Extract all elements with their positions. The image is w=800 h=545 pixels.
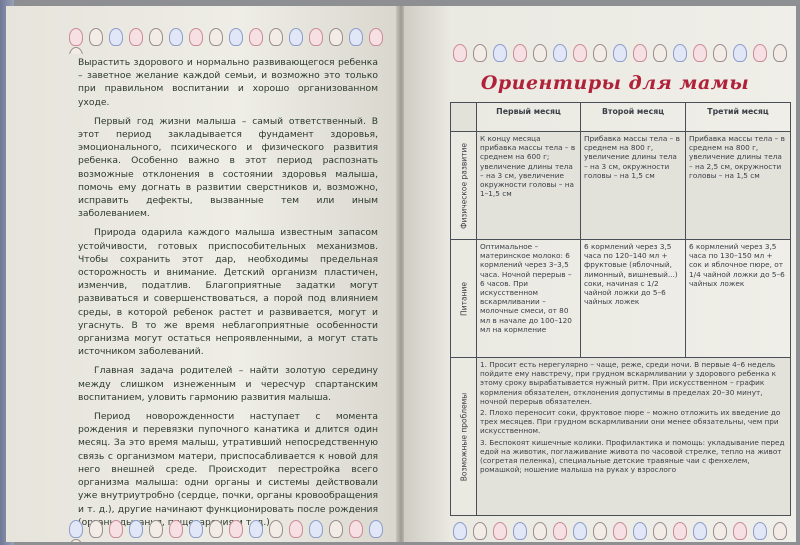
header-corner xyxy=(451,103,477,132)
right-page xyxy=(404,6,796,542)
paragraph: Вырастить здорового и нормально развивающегося ребенка – заветное желание каждой семьи, и возможно это только при правильном воспитании и хорошо организованном уходе. xyxy=(78,57,378,108)
problem-item: 2. Плохо переносит соки, фруктовое пюре – можно отложить их введение до трех месяцев. При грудном вскармливании они менее обязательны, чем при искусственном. xyxy=(480,408,781,436)
table-row xyxy=(451,240,791,358)
row-label-nutrition: Питание xyxy=(451,240,477,358)
header-third-month: Третий месяц xyxy=(686,103,791,132)
table-header-row xyxy=(451,103,791,132)
paragraph: Первый год жизни малыша – самый ответственный. В этот период закладывается фундамент здоровья, эмоционального, психического и физического развития ребенка. Особенно важно в этот период распознать возможные отклонения в состоянии здоровья малыша, помочь ему догнать в развитии сверстников и, возможно, исправить дефекты, вызванные тем или иным заболеванием. xyxy=(78,115,378,220)
header-second-month: Второй месяц xyxy=(581,103,686,132)
problem-item: 1. Просит есть нерегулярно – чаще, реже, среди ночи. В первые 4–6 недель пойдите ему навстречу, при грудном вскармливании у здорового ребенка к этому сроку вырабатывается нужный ритм. При искусственном – график кормления обязателен, отклонения допустимы в пределах 20–30 минут, ночной перерыв обязателен. xyxy=(480,360,777,406)
table-cell: 6 кормлений через 3,5 часа по 130–150 мл + сок и яблочное пюре, от 1/4 чайной ложки до 5–6 чайных ложек xyxy=(686,240,791,358)
table-row xyxy=(451,358,791,516)
problems-cell xyxy=(477,358,791,516)
table-cell: Прибавка массы тела – в среднем на 800 г, увеличение длины тела – на 3 см, окружности головы – на 1,5 см xyxy=(581,132,686,240)
row-label-problems: Возможные проблемы xyxy=(451,358,477,516)
table-cell: Прибавка массы тела – в среднем на 800 г, увеличение длины тела – на 2,5 см, окружности головы – на 1,5 см xyxy=(686,132,791,240)
paragraph: Главная задача родителей – найти золотую середину между слишком изнеженным и чересчур спартанским воспитанием, уловить гармонию развития малыша. xyxy=(78,365,378,403)
top-decoration-border xyxy=(66,28,396,54)
table-cell: К концу месяца прибавка массы тела – в среднем на 600 г; увеличение длины тела – на 3 см, увеличение окружности головы – на 1–1,5 см xyxy=(477,132,581,240)
row-label-physical: Физическое развитие xyxy=(451,132,477,240)
left-page-text xyxy=(78,56,378,535)
table-cell: Оптимальное – материнское молоко: 6 кормлений через 3–3,5 часа. Ночной перерыв – 6 часов. При искусственном вскармливании – молочные смеси, от 80 мл в начале до 100–120 мл на кормление xyxy=(477,240,581,358)
problem-item: 3. Беспокоят кишечные колики. Профилактика и помощь: укладывание перед едой на животик, поглаживание живота по часовой стрелке, тепло на живот (согретая пеленка), специальные детские травяные чаи с фенхелем, ромашкой; ношение малыша на руках у взрослого xyxy=(480,437,785,475)
paragraph: Природа одарила каждого малыша известным запасом устойчивости, готовых приспособительных механизмов. Чтобы сохранить этот дар, необходимы предельная осторожность и внимание. Детский организм пластичен, изменчив, податлив. Благоприятные задатки могут развиваться и совершенствоваться, а порой под влиянием среды, в которой ребенок растет и развивается, могут и угаснуть. В то же время неблагоприятные особенности организма могут остаться непроявленными, а могут стать источником заболеваний. xyxy=(78,227,378,358)
bottom-decoration-border xyxy=(450,522,790,542)
top-decoration-border xyxy=(450,44,790,70)
table-cell: 6 кормлений через 3,5 часа по 120–140 мл + фруктовые (яблочный, лимонный, вишневый...) соки, начиная с 1/2 чайной ложки до 5–6 чайных ложек xyxy=(581,240,686,358)
left-page xyxy=(6,6,398,542)
bottom-decoration-border xyxy=(66,520,396,542)
milestones-table xyxy=(450,102,790,522)
book-spread xyxy=(6,6,796,542)
table-row xyxy=(451,132,791,240)
paragraph: Период новорожденности наступает с момента рождения и перевязки пупочного канатика и длится один месяц. За это время малыш, утративший непосредственную связь с организмом матери, приспосабливается к новой для него внешней среде. Происходит перестройка всего организма малыша: одни органы и системы действовали уже внутриутробно (сердце, почки, органы кровообращения и т. д.), другие начинают функционировать после рождения дыхания, д.). xyxy=(78,411,378,528)
header-first-month: Первый месяц xyxy=(477,103,581,132)
page-title: Ориентиры для мамы xyxy=(480,72,750,94)
